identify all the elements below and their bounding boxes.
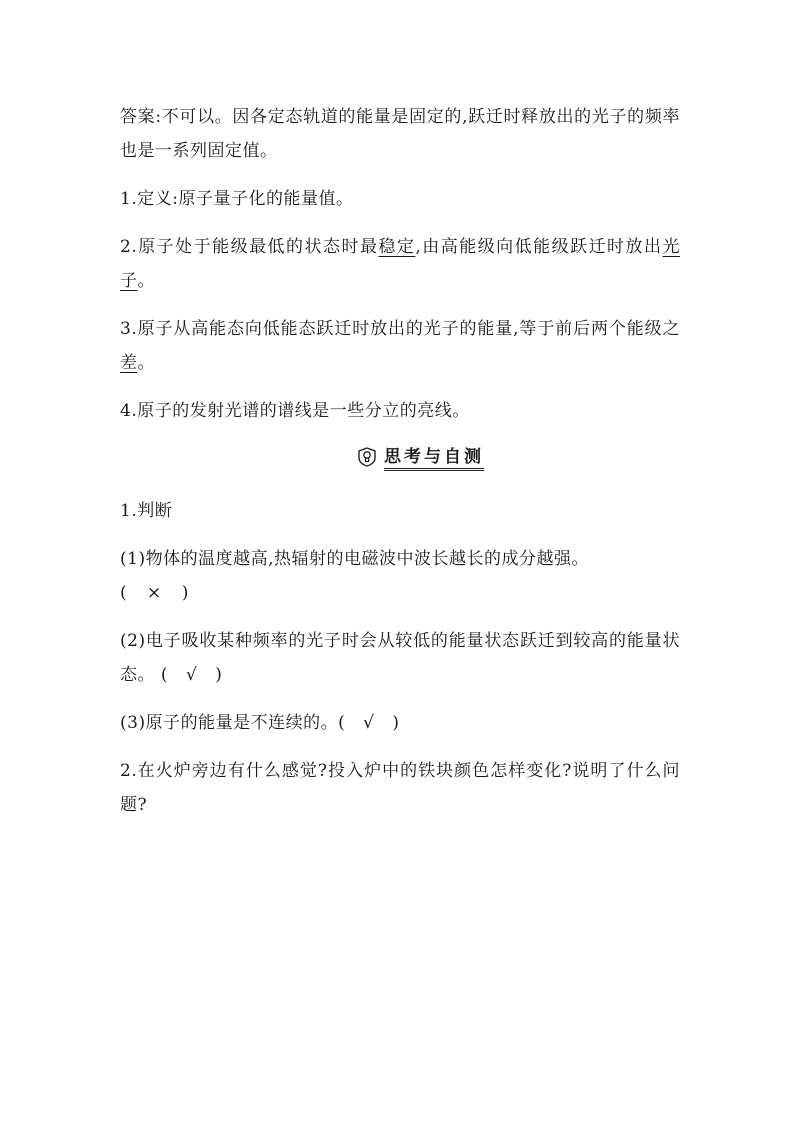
question-1-1-answer: ×: [147, 583, 162, 603]
question-1-3-answer: √: [363, 713, 375, 733]
point-2-underlined-photon: 光子: [120, 237, 680, 291]
question-1-3-text: (3)原子的能量是不连续的。: [120, 713, 339, 733]
intro-answer: [120, 100, 680, 168]
question-1-2-open: (: [160, 665, 169, 685]
question-1-1: [120, 542, 680, 610]
question-1-2: [120, 624, 680, 692]
question-1-1-text: (1)物体的温度越高,热辐射的电磁波中波长越长的成分越强。: [120, 549, 589, 569]
intro-answer-line1: 答案:不可以。因各定态轨道的能量是固定的,跃迁时释放出的光子的: [120, 107, 645, 127]
question-1-3: [120, 706, 680, 740]
section-heading: [120, 442, 680, 472]
point-4: 4.原子的发射光谱的谱线是一些分立的亮线。: [120, 401, 470, 421]
point-1: 1.定义:原子量子化的能量值。: [120, 189, 354, 209]
question-1-3-open: (: [338, 713, 346, 733]
point-2-text-c: 。: [137, 271, 155, 291]
point-3-underlined-difference: 差: [120, 353, 138, 373]
question-1-1-open: (: [120, 583, 128, 603]
point-2: [120, 230, 680, 298]
lightbulb-icon: [356, 446, 378, 468]
content-area: [120, 100, 680, 836]
point-2-underlined-stable: 稳定: [378, 237, 416, 257]
section-title: 思考与自测: [384, 442, 484, 471]
point-3: [120, 312, 680, 380]
question-1-2-answer: √: [185, 665, 198, 685]
question-1-2-close: ): [215, 665, 223, 685]
point-2-text-a: 2.原子处于能级最低的状态时最: [120, 237, 379, 257]
question-1-title: 1.判断: [120, 501, 173, 521]
section-heading-wrap: [316, 442, 484, 471]
point-2-text-b: ,由高能级向低能级跃迁时放出: [415, 237, 663, 257]
question-2: 2.在火炉旁边有什么感觉?投入炉中的铁块颜色怎样变化?说明了什么问题?: [120, 761, 680, 815]
intro-answer-line2: 频率也是一系列固定值。: [120, 107, 680, 161]
question-1-1-close: ): [181, 583, 189, 603]
point-3-text-a: 3.原子从高能态向低能态跃迁时放出的光子的能量,等于前后两个能级之: [120, 319, 680, 339]
question-1-3-close: ): [392, 713, 400, 733]
point-3-text-c: 。: [137, 353, 155, 373]
question-1-2-text: (2)电子吸收某种频率的光子时会从较低的能量状态跃迁到较高的能量状态。: [120, 631, 680, 685]
